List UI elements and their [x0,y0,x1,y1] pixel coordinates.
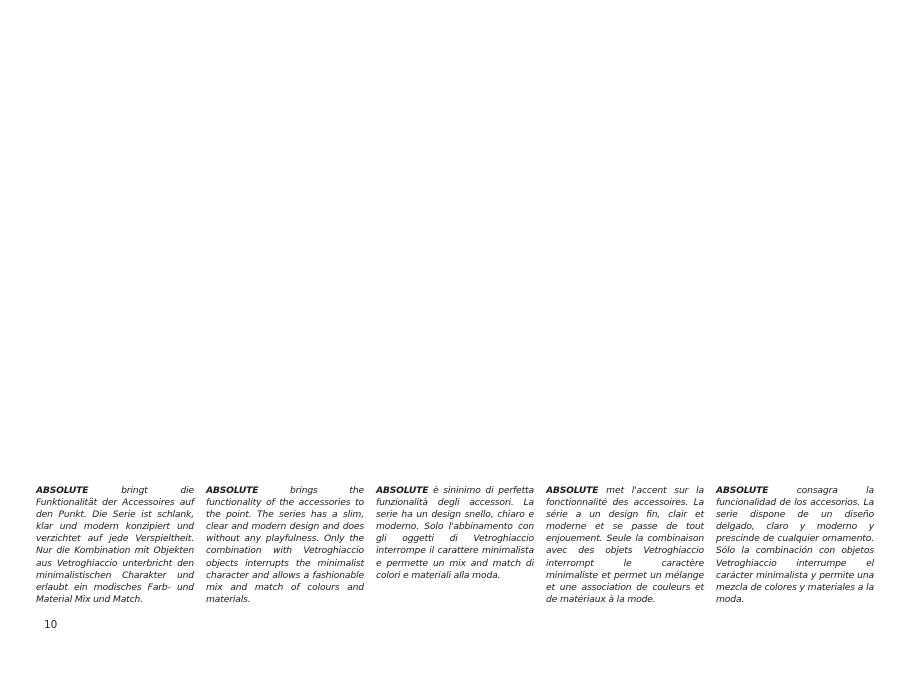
column-italian [376,485,534,582]
column-spanish [716,485,874,606]
text-columns [36,485,874,605]
brand-name: ABSOLUTE [376,485,429,496]
brand-name: ABSOLUTE [36,485,89,496]
description-text: consagra la funcionalidad de los accesorios. La serie dispone de un diseño delgado, claro y moderno y prescinde de cualquier ornamento. Sólo la combinación con objetos Vetroghiaccio interrumpe el carácter minimalista y permite una mezcla de colores y materiales a la moda. [716,485,874,605]
description-text: brings the functionality of the accessories to the point. The series has a slim, clear and modern design and does without any playfulness. Only the combination with Vetroghiaccio objects interrupts the minimalist character and allows a fashionable mix and match of colours and materials. [206,485,364,605]
description-text: met l'accent sur la fonctionnalité des accessoires. La série a un design fin, clair et moderne et se passe de tout enjouement. Seule la combinaison avec des objets Vetroghiaccio interrompt le caractère minimaliste et permet un mélange et une association de couleurs et de matériaux à la mode. [546,485,704,605]
page-number: 10 [44,619,58,631]
column-french [546,485,704,606]
brand-name: ABSOLUTE [716,485,769,496]
column-german [36,485,194,606]
description-text: bringt die Funktionalität der Accessoires auf den Punkt. Die Serie ist schlank, klar und modern konzipiert und verzichtet auf jede Verspieltheit. Nur die Kombination mit Objekten aus Vetroghiaccio unterbricht den minimalistischen Charakter und erlaubt ein modisches Farb- und Material Mix und Match. [36,485,194,605]
description-text: è sininimo di perfetta funzionalità degli accessori. La serie ha un design snello, chiaro e moderno. Solo l'abbinamento con gli oggetti di Vetroghiaccio interrompe il carattere minimalista e permette un mix and match di colori e materiali alla moda. [376,485,534,581]
brand-name: ABSOLUTE [206,485,259,496]
column-english [206,485,364,606]
brand-name: ABSOLUTE [546,485,599,496]
